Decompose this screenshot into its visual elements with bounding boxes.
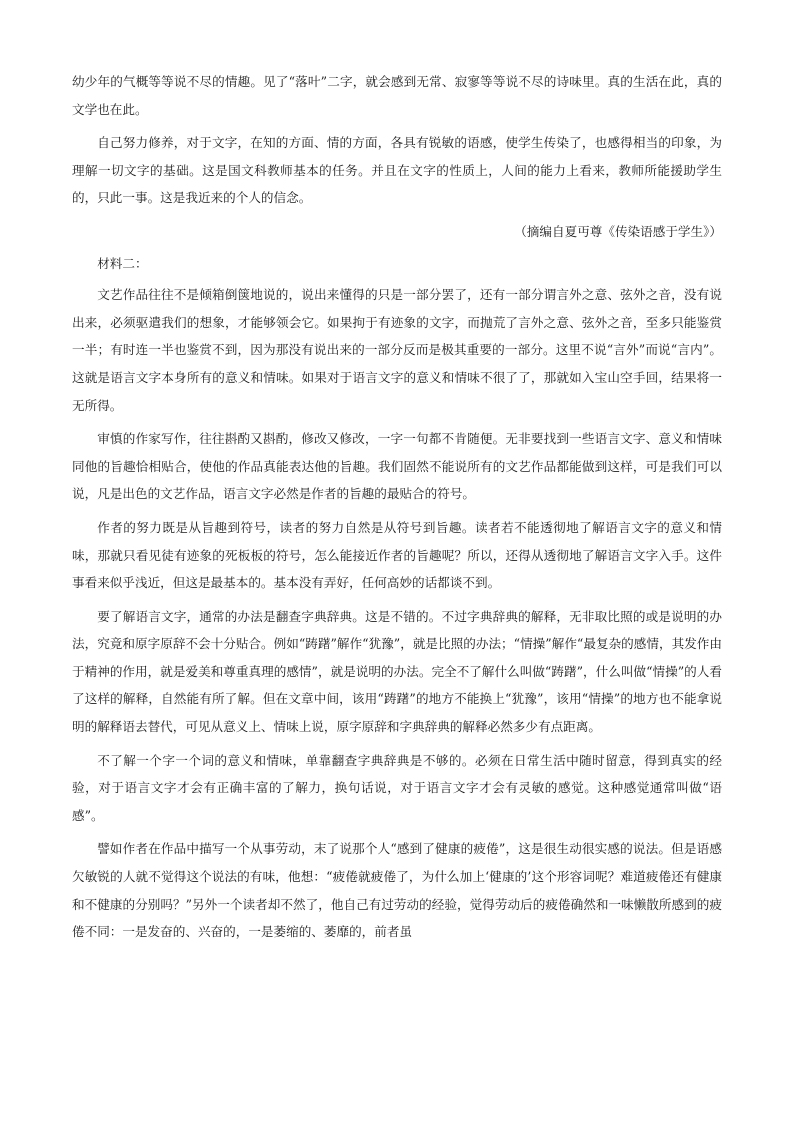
paragraph-teacher-task: 自己努力修养，对于文字，在知的方面、情的方面，各具有锐敏的语感，使学生传染了，也感得相当的印象，为理解一切文字的基础。这是国文科教师基本的任务。并且在文字的性质上，人间的能力上看来，教师所能援助学生的，只此一事。这是我近来的个人的信念。: [72, 135, 722, 206]
paragraph-language-sense: 不了解一个字一个词的意义和情味，单靠翻查字典辞典是不够的。必须在日常生活中随时留意，得到真实的经验，对于语言文字才会有正确丰富的了解力，换句话说，对于语言文字才会有灵敏的感觉。这种感觉通常叫做“语感”。: [72, 752, 722, 823]
paragraph-literary-works: 文艺作品往往不是倾箱倒箧地说的，说出来懂得的只是一部分罢了，还有一部分谓言外之意、弦外之音，没有说出来，必须驱遣我们的想象，才能够领会它。如果拘于有迹象的文字，而抛荒了言外之意、弦外之音，至多只能鉴赏一半；有时连一半也鉴赏不到，因为那没有说出来的一部分反而是极其重要的一部分。这里不说“言外”而说“言内”。这就是语言文字本身所有的意义和情味。如果对于语言文字的意义和情味不很了了，那就如入宝山空手回，结果将一无所得。: [72, 287, 722, 413]
document-page: [72, 68, 722, 952]
paragraph-continuation: 幼少年的气概等等说不尽的情趣。见了“落叶”二字，就会感到无常、寂寥等等说不尽的诗味里。真的生活在此，真的文学也在此。: [72, 74, 722, 117]
paragraph-healthy-fatigue: 譬如作者在作品中描写一个从事劳动，末了说那个人“感到了健康的疲倦”，这是很生动很实感的说法。但是语感欠敏锐的人就不觉得这个说法的有味，他想：“疲倦就疲倦了，为什么加上‘健康的’这个形容词呢？难道疲倦还有健康和不健康的分别吗？”另外一个读者却不然了，他自己有过劳动的经验，觉得劳动后的疲倦确然和一味懒散所感到的疲倦不同：一是发奋的、兴奋的，一是萎缩的、萎靡的，前者虽: [72, 841, 722, 940]
section-heading-material-two: 材料二：: [97, 255, 148, 271]
paragraph-dictionary: 要了解语言文字，通常的办法是翻查字典辞典。这是不错的。不过字典辞典的解释，无非取比照的或是说明的办法，究竟和原字原辞不会十分贴合。例如“踌躇”解作“犹豫”，就是比照的办法；“情操”解作“最复杂的感情，其发作由于精神的作用，就是爱美和尊重真理的感情”，就是说明的办法。完全不了解什么叫做“踌躇”，什么叫做“情操”的人看了这样的解释，自然能有所了解。但在文章中间，该用“踌躇”的地方不能换上“犹豫”，该用“情操”的地方也不能拿说明的解释语去替代，可见从意义上、情味上说，原字原辞和字典辞典的解释必然多少有点距离。: [72, 608, 722, 735]
paragraph-author-reader: 作者的努力既是从旨趣到符号，读者的努力自然是从符号到旨趣。读者若不能透彻地了解语言文字的意义和情味，那就只看见徒有迹象的死板板的符号，怎么能接近作者的旨趣呢？所以，还得从透彻地了解语言文字入手。这件事看来似乎浅近，但这是最基本的。基本没有弄好，任何高妙的话都谈不到。: [72, 519, 722, 591]
source-citation: （摘编自夏丏尊《传染语感于学生》）: [514, 223, 722, 239]
paragraph-careful-writers: 审慎的作家写作，往往斟酌又斟酌，修改又修改，一字一句都不肯随便。无非要找到一些语言文字、意义和情味同他的旨趣恰相贴合，使他的作品真能表达他的旨趣。我们固然不能说所有的文艺作品都能做到这样，可是我们可以说，凡是出色的文艺作品，语言文字必然是作者的旨趣的最贴合的符号。: [72, 431, 722, 502]
